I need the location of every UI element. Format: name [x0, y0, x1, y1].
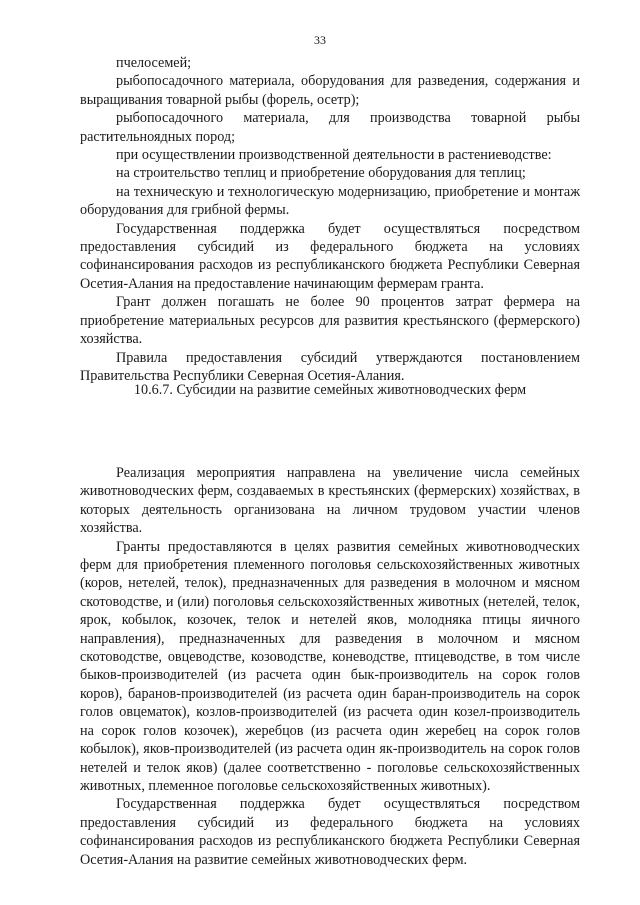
paragraph: Правила предоставления субсидий утверждаются постановлением Правительства Республики Северная Осетия-Алания. — [80, 349, 580, 384]
paragraph: на строительство теплиц и приобретение оборудования для теплиц; — [116, 165, 526, 182]
paragraph: на техническую и технологическую модернизацию, приобретение и монтаж оборудования для грибной фермы. — [80, 183, 580, 219]
section-heading: 10.6.7. Субсидии на развитие семейных животноводческих ферм — [133, 382, 527, 398]
paragraph: Государственная поддержка будет осуществляться посредством предоставления субсидий из федерального бюджета на условиях софинансирования расходов из республиканского бюджета Республики Северная Осетия-Алания на предоставление начинающим фермерам гранта. — [80, 220, 580, 292]
paragraph: пчелосемей; — [116, 55, 192, 71]
paragraph: при осуществлении производственной деятельности в растениеводстве: — [116, 147, 552, 164]
paragraph: Реализация мероприятия направлена на увеличение числа семейных животноводческих ферм, создаваемых в крестьянских (фермерских) хозяйствах, в которых деятельность организована на личном трудовом участии членов хозяйства. — [80, 465, 580, 537]
paragraph: Грант должен погашать не более 90 процентов затрат фермера на приобретение материальных ресурсов для развития крестьянского (фермерского) хозяйства. — [80, 294, 580, 348]
paragraph: рыбопосадочного материала, оборудования для разведения, содержания и выращивания товарной рыбы (форель, осетр); — [80, 73, 580, 108]
paragraph-block-family-farms — [80, 464, 580, 869]
paragraph: Гранты предоставляются в целях развития семейных животноводческих ферм для приобретения племенного поголовья сельскохозяйственных животных (коров, нетелей, телок), предназначенных для разведения в молочном и мясном скотоводстве, и (или) поголовья сельскохозяйственных животных (нетелей, телок, ярок, кобылок, козочек, телок и нетелей яков, молодняка птицы яичного направления), предназначенных для разведения в молочном и мясном скотоводстве, овцеводстве, козоводстве, коневодстве, птицеводстве, в том числе быков-производителей (из расчета один бык-производитель на сорок голов коров), баранов-производителей (из расчета один баран-производитель на сорок голов овцематок), козлов-производителей (из расчета один козел-производитель на сорок голов козочек), жеребцов (из расчета один жеребец на сорок голов кобылок), яков-производителей (из расчета один як-производитель на сорок голов нетелей и телок яков) (далее соответственно - поголовье сельскохозяйственных животных, племенное поголовье сельскохозяйственных животных). — [80, 538, 580, 794]
paragraph: Государственная поддержка будет осуществляться посредством предоставления субсидий из федерального бюджета на условиях софинансирования расходов из республиканского бюджета Республики Северная Осетия-Алания на развитие семейных животноводческих ферм. — [80, 796, 580, 868]
page-number: 33 — [314, 33, 326, 47]
paragraph: рыбопосадочного материала, для производства товарной рыбы растительноядных пород; — [80, 110, 580, 145]
paragraph-block-grants — [80, 54, 580, 385]
